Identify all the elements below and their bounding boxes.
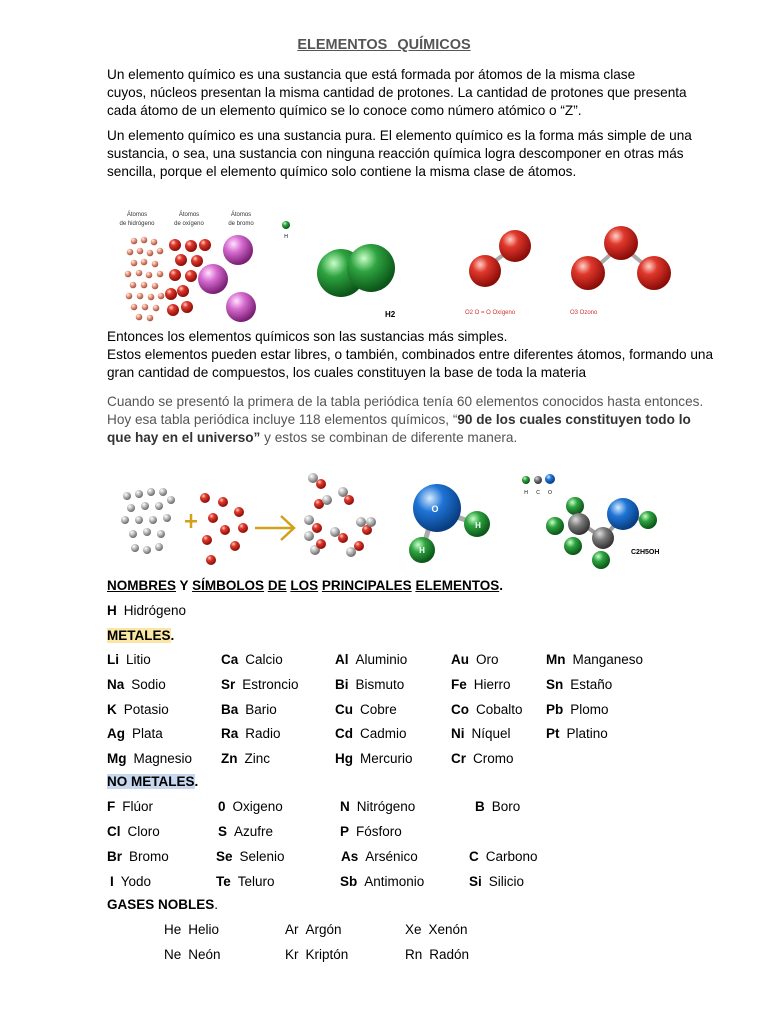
element-name: Neón xyxy=(188,947,221,962)
element-symbol: Ba xyxy=(221,702,239,717)
reaction-molecules-figure xyxy=(113,470,668,570)
element-name: Argón xyxy=(305,922,342,937)
paragraph-line: Un elemento químico es una sustancia pura. El elemento químico es la forma más simple de una xyxy=(107,128,692,143)
element-entry xyxy=(285,922,342,937)
element-name: Estroncio xyxy=(242,677,299,692)
element-entry xyxy=(341,849,418,864)
element-entry xyxy=(221,677,299,692)
element-symbol: Ca xyxy=(221,652,239,667)
element-symbol: P xyxy=(340,824,350,839)
element-row xyxy=(0,677,768,697)
hydrogen-atoms-icon xyxy=(125,237,165,322)
element-entry xyxy=(110,874,151,889)
element-symbol: Sr xyxy=(221,677,236,692)
simple-substances-paragraph xyxy=(107,328,737,382)
paragraph-line: gran cantidad de compuestos, los cuales constituyen la base de toda la materia xyxy=(107,365,587,380)
element-symbol: Mg xyxy=(107,751,127,766)
paragraph-line: Un elemento químico es una sustancia que está formada por átomos de la misma clase xyxy=(107,67,636,82)
bromine-atoms-label: Átomos xyxy=(230,212,252,218)
element-entry xyxy=(107,799,153,814)
svg-text:H: H xyxy=(524,490,528,496)
h2-molecule-icon xyxy=(317,244,396,319)
arrow-icon xyxy=(255,516,294,540)
element-entry xyxy=(164,947,221,962)
element-row xyxy=(0,799,768,819)
svg-text:O: O xyxy=(548,490,552,496)
element-entry xyxy=(546,652,643,667)
element-symbol: Br xyxy=(107,849,123,864)
element-symbol: Hg xyxy=(335,751,353,766)
element-symbol: Rn xyxy=(405,947,423,962)
element-name: Mercurio xyxy=(360,751,413,766)
paragraph-line: sustancia, o sea, una sustancia con ninguna reacción química logra descomponer en otras más xyxy=(107,146,684,161)
element-entry xyxy=(475,799,520,814)
element-entry xyxy=(451,652,499,667)
paragraph-line: cuyos, núcleos presentan la misma cantidad de protones. La cantidad de protones que presenta xyxy=(107,85,687,100)
element-entry xyxy=(164,922,219,937)
element-entry xyxy=(451,677,511,692)
svg-text:H: H xyxy=(419,546,425,555)
element-row xyxy=(0,874,768,894)
element-name: Teluro xyxy=(237,874,275,889)
element-entry xyxy=(218,824,273,839)
element-symbol: Xe xyxy=(405,922,422,937)
element-name: Estaño xyxy=(570,677,613,692)
water-molecule-icon xyxy=(409,484,490,563)
element-name: Silicio xyxy=(488,874,525,889)
element-entry xyxy=(469,874,524,889)
element-symbol: Cu xyxy=(335,702,353,717)
element-entry xyxy=(335,702,397,717)
element-symbol: Pt xyxy=(546,726,560,741)
element-name: Antimonio xyxy=(364,874,425,889)
element-entry xyxy=(335,652,407,667)
element-entry xyxy=(469,849,538,864)
element-name: Helio xyxy=(188,922,220,937)
element-symbol: Te xyxy=(216,874,231,889)
elements-list-heading: NOMBRES Y SÍMBOLOS DE LOS PRINCIPALES ELEMENTOS. xyxy=(107,578,503,593)
plus-icon xyxy=(185,514,197,528)
element-symbol: Zn xyxy=(221,751,238,766)
element-symbol: Sb xyxy=(340,874,358,889)
element-entry xyxy=(340,799,415,814)
element-entry xyxy=(107,849,169,864)
element-symbol: Cd xyxy=(335,726,353,741)
element-name: Arsénico xyxy=(365,849,418,864)
paragraph-line: que hay en el universo” y estos se combinan de diferente manera. xyxy=(107,430,518,445)
element-name: Sodio xyxy=(131,677,166,692)
element-name: Plata xyxy=(132,726,163,741)
element-entry xyxy=(221,702,277,717)
element-symbol: Ni xyxy=(451,726,465,741)
element-entry xyxy=(546,726,608,741)
element-name: Xenón xyxy=(428,922,468,937)
paragraph-line: Estos elementos pueden estar libres, o también, combinados entre diferentes átomos, formando una xyxy=(107,347,714,362)
svg-text:C2H5OH: C2H5OH xyxy=(631,549,660,556)
element-name: Carbono xyxy=(485,849,538,864)
svg-text:C: C xyxy=(536,490,540,496)
element-symbol: Ra xyxy=(221,726,239,741)
element-row xyxy=(0,824,768,844)
element-entry xyxy=(216,849,285,864)
element-name: Flúor xyxy=(122,799,154,814)
element-name: Radón xyxy=(429,947,470,962)
svg-text:O3 Ozono: O3 Ozono xyxy=(570,310,598,316)
element-symbol: Mn xyxy=(546,652,566,667)
svg-text:H2: H2 xyxy=(385,310,396,319)
element-entry xyxy=(107,677,166,692)
hydrogen-atoms-label: Átomos xyxy=(126,212,148,218)
element-entry xyxy=(221,751,270,766)
element-name: Boro xyxy=(491,799,521,814)
noble-gases-heading: GASES NOBLES. xyxy=(107,897,219,912)
element-name: Bromo xyxy=(129,849,169,864)
svg-text:O: O xyxy=(431,504,439,514)
element-name: Hierro xyxy=(473,677,511,692)
svg-text:de hidrógeno: de hidrógeno xyxy=(119,221,155,227)
paragraph-line: cada átomo de un elemento químico se lo conoce como número atómico o “Z”. xyxy=(107,103,582,118)
atoms-molecules-figure xyxy=(113,205,678,330)
element-symbol: Au xyxy=(451,652,469,667)
element-entry xyxy=(221,726,281,741)
element-name: Cromo xyxy=(473,751,514,766)
element-name: Platino xyxy=(566,726,608,741)
element-symbol: Ar xyxy=(285,922,299,937)
o3-molecule-icon xyxy=(570,226,671,316)
element-symbol: Na xyxy=(107,677,125,692)
element-symbol: He xyxy=(164,922,182,937)
paragraph-line: sencilla, porque el elemento químico solo contiene la misma clase de átomos. xyxy=(107,164,577,179)
element-row xyxy=(0,922,768,942)
svg-text:de oxígeno: de oxígeno xyxy=(174,221,204,227)
element-entry xyxy=(451,726,511,741)
metals-heading: METALES. xyxy=(107,628,175,643)
element-symbol: H xyxy=(107,603,117,618)
element-symbol: S xyxy=(218,824,228,839)
element-name: Cobre xyxy=(360,702,397,717)
element-name: Calcio xyxy=(245,652,283,667)
element-symbol: Cl xyxy=(107,824,121,839)
element-symbol: Pb xyxy=(546,702,564,717)
element-entry xyxy=(451,751,514,766)
element-entry xyxy=(107,603,186,618)
element-name: Nitrógeno xyxy=(356,799,416,814)
element-name: Bario xyxy=(245,702,277,717)
svg-text:H: H xyxy=(475,521,481,530)
product-molecules-icon xyxy=(304,473,376,557)
element-name: Magnesio xyxy=(133,751,193,766)
element-entry xyxy=(107,652,151,667)
paragraph-line: Entonces los elementos químicos son las sustancias más simples. xyxy=(107,329,508,344)
element-row xyxy=(0,726,768,746)
paragraph-line: Hoy esa tabla periódica incluye 118 elementos químicos, “90 de los cuales constituyen todo lo xyxy=(107,412,691,427)
hydrogen-row xyxy=(0,603,768,623)
element-name: Selenio xyxy=(239,849,285,864)
element-row xyxy=(0,751,768,771)
element-name: Aluminio xyxy=(355,652,408,667)
element-name: Potasio xyxy=(123,702,169,717)
element-symbol: Al xyxy=(335,652,349,667)
element-symbol: Fe xyxy=(451,677,467,692)
element-symbol: C xyxy=(469,849,479,864)
element-symbol: B xyxy=(475,799,485,814)
element-name: Cobalto xyxy=(476,702,523,717)
element-entry xyxy=(107,726,163,741)
element-entry xyxy=(221,652,283,667)
element-name: Cadmio xyxy=(360,726,407,741)
o2-molecule-icon xyxy=(465,230,531,316)
element-symbol: Co xyxy=(451,702,469,717)
svg-text:de bromo: de bromo xyxy=(228,221,254,227)
element-entry xyxy=(405,947,469,962)
element-name: Kriptón xyxy=(305,947,349,962)
element-name: Oxigeno xyxy=(232,799,283,814)
element-name: Cloro xyxy=(127,824,160,839)
element-entry xyxy=(451,702,523,717)
element-entry xyxy=(335,726,407,741)
intro-paragraph xyxy=(107,66,717,120)
element-symbol: As xyxy=(341,849,359,864)
element-entry xyxy=(107,751,192,766)
element-name: Yodo xyxy=(120,874,152,889)
element-name: Fósforo xyxy=(356,824,402,839)
element-symbol: Sn xyxy=(546,677,564,692)
element-name: Bismuto xyxy=(355,677,405,692)
element-symbol: K xyxy=(107,702,117,717)
pure-substance-paragraph xyxy=(107,127,717,181)
element-name: Litio xyxy=(126,652,151,667)
element-entry xyxy=(216,874,275,889)
hydrogen-atom-icon xyxy=(282,221,290,240)
element-row xyxy=(0,652,768,672)
element-entry xyxy=(340,824,402,839)
element-entry xyxy=(218,799,283,814)
element-entry xyxy=(340,874,424,889)
element-name: Hidrógeno xyxy=(123,603,187,618)
element-symbol: Li xyxy=(107,652,119,667)
element-symbol: Ag xyxy=(107,726,125,741)
element-symbol: Ne xyxy=(164,947,182,962)
atom-type-labels xyxy=(119,211,254,227)
element-entry xyxy=(546,702,609,717)
element-symbol: Kr xyxy=(285,947,299,962)
element-name: Radio xyxy=(245,726,281,741)
svg-text:H: H xyxy=(284,234,288,240)
element-symbol: 0 xyxy=(218,799,226,814)
nonmetals-heading: NO METALES. xyxy=(107,774,199,789)
gray-atoms-icon xyxy=(121,488,175,554)
element-row xyxy=(0,849,768,869)
element-name: Azufre xyxy=(234,824,274,839)
element-symbol: Cr xyxy=(451,751,467,766)
element-symbol: F xyxy=(107,799,116,814)
element-symbol: Bi xyxy=(335,677,349,692)
element-name: Plomo xyxy=(570,702,609,717)
element-symbol: I xyxy=(110,874,114,889)
element-name: Manganeso xyxy=(572,652,644,667)
element-entry xyxy=(107,702,169,717)
element-entry xyxy=(335,751,413,766)
oxygen-atoms-label: Átomos xyxy=(178,212,200,218)
element-name: Zinc xyxy=(244,751,271,766)
element-row xyxy=(0,702,768,722)
periodic-table-paragraph xyxy=(107,393,717,447)
svg-text:O2 O = O Oxígeno: O2 O = O Oxígeno xyxy=(465,310,516,316)
element-symbol: Si xyxy=(469,874,482,889)
element-symbol: Se xyxy=(216,849,233,864)
element-entry xyxy=(285,947,348,962)
element-entry xyxy=(335,677,404,692)
element-name: Oro xyxy=(476,652,499,667)
element-entry xyxy=(107,824,160,839)
paragraph-line: Cuando se presentó la primera de la tabla periódica tenía 60 elementos conocidos hasta entonces. xyxy=(107,394,704,409)
element-entry xyxy=(546,677,612,692)
element-symbol: N xyxy=(340,799,350,814)
element-entry xyxy=(405,922,468,937)
ethanol-molecule-icon xyxy=(522,474,659,569)
page-title: ELEMENTOS QUÍMICOS xyxy=(297,37,471,53)
element-name: Níquel xyxy=(471,726,511,741)
element-row xyxy=(0,947,768,967)
red-atoms-icon xyxy=(200,493,248,565)
